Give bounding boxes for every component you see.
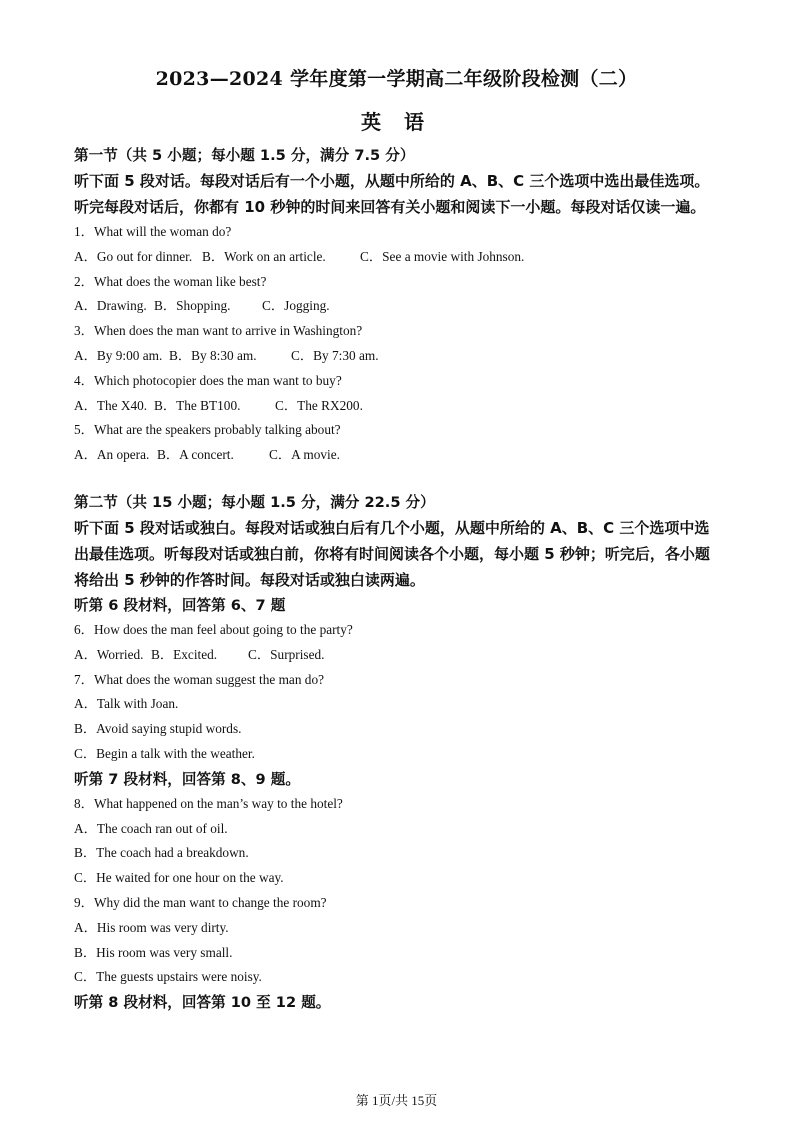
- question-options: [74, 443, 724, 468]
- option-a: A．Go out for dinner.: [74, 248, 193, 264]
- option-a: A．Talk with Joan.: [74, 696, 179, 712]
- question-stem: 7．What does the woman suggest the man do?: [74, 671, 324, 687]
- option-b: B．The BT100.: [154, 397, 241, 413]
- option-c: C．The guests upstairs were noisy.: [74, 969, 262, 985]
- part2-heading: 第二节（共 15 小题；每小题 1.5 分，满分 22.5 分）: [74, 494, 435, 511]
- option-b: B．The coach had a breakdown.: [74, 845, 249, 861]
- option-c: C．He waited for one hour on the way.: [74, 870, 284, 886]
- option-b: B．Shopping.: [154, 298, 231, 314]
- subject-title: 英 语: [361, 110, 432, 134]
- question-options: [74, 394, 724, 419]
- question-options: [74, 344, 724, 369]
- option-a: A．Worried.: [74, 646, 144, 662]
- question-options: [74, 643, 724, 668]
- question-options: [74, 245, 724, 270]
- option-a: A．By 9:00 am.: [74, 347, 163, 363]
- part2-instructions: 听下面 5 段对话或独白。每段对话或独白后有几个小题，从题中所给的 A、B、C 三个选项中选出最佳选项。听每段对话或独白前，你将有时间阅读各个小题，每小题 5 秒钟；听完后，各小题将给出 5 秒钟的作答时间。每段对话或独白读两遍。: [74, 519, 710, 589]
- question-stem: 2．What does the woman like best?: [74, 273, 267, 289]
- option-a: A．The coach ran out of oil.: [74, 820, 228, 836]
- option-b: B．Excited.: [151, 646, 218, 662]
- listening-material-label: 听第 7 段材料，回答第 8、9 题。: [74, 770, 300, 788]
- option-c: C．The RX200.: [275, 397, 363, 413]
- option-a: A．His room was very dirty.: [74, 919, 229, 935]
- option-c: C．See a movie with Johnson.: [360, 248, 525, 264]
- option-c: C．Begin a talk with the weather.: [74, 745, 255, 761]
- option-a: A．Drawing.: [74, 298, 147, 314]
- exam-title: 2023—2024 学年度第一学期高二年级阶段检测（二）: [155, 68, 638, 90]
- option-b: B．His room was very small.: [74, 944, 233, 960]
- question-stem: 6．How does the man feel about going to the party?: [74, 622, 353, 637]
- question-options: [74, 294, 724, 319]
- question-stem: 9．Why did the man want to change the room?: [74, 894, 327, 910]
- option-a: A．The X40.: [74, 397, 148, 413]
- page-number: 第 1页/共 15页: [355, 1093, 438, 1108]
- option-c: C．By 7:30 am.: [291, 347, 379, 363]
- option-b: B．Avoid saying stupid words.: [74, 721, 242, 737]
- listening-material-label: 听第 6 段材料，回答第 6、7 题: [74, 597, 286, 614]
- part1-instructions: 听下面 5 段对话。每段对话后有一个小题，从题中所给的 A、B、C 三个选项中选出最佳选项。听完每段对话后，你都有 10 秒钟的时间来回答有关小题和阅读下一小题。每段对话仅读一遍。: [74, 172, 710, 216]
- part2-section: [74, 490, 724, 1015]
- option-b: B．By 8:30 am.: [169, 347, 257, 363]
- option-b: B．A concert.: [157, 447, 234, 463]
- option-c: C．A movie.: [269, 447, 340, 463]
- part1-section: [74, 143, 724, 468]
- question-stem: 3．When does the man want to arrive in Washington?: [74, 323, 363, 339]
- question-stem: 4．Which photocopier does the man want to buy?: [74, 372, 342, 388]
- part1-heading: 第一节（共 5 小题；每小题 1.5 分，满分 7.5 分）: [74, 147, 415, 164]
- question-stem: 5．What are the speakers probably talking about?: [74, 422, 341, 438]
- option-a: A．An opera.: [74, 447, 150, 463]
- option-c: C．Surprised.: [248, 646, 325, 662]
- question-stem: 8．What happened on the man’s way to the hotel?: [74, 795, 343, 811]
- question-stem: 1．What will the woman do?: [74, 224, 232, 239]
- option-b: B．Work on an article.: [202, 248, 326, 264]
- listening-material-label: 听第 8 段材料，回答第 10 至 12 题。: [74, 994, 331, 1012]
- option-c: C．Jogging.: [262, 298, 330, 314]
